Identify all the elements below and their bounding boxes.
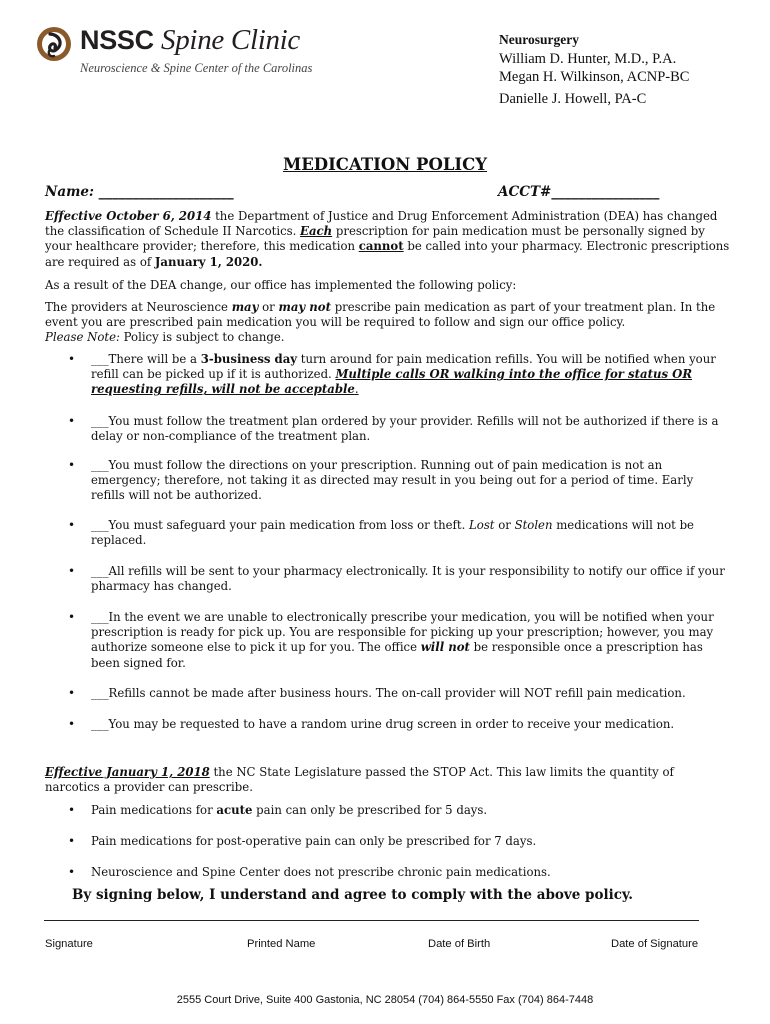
bullet-icon: • <box>68 564 76 578</box>
signature-heading: By signing below, I understand and agree to comply with the above policy. <box>72 887 633 903</box>
policy-item-treatment-plan[interactable]: ___You must follow the treatment plan ordered by your provider. Refills will not be authorized if there is a delay or non-compliance of the treatment plan. <box>91 414 719 444</box>
bullet-icon: • <box>68 610 76 624</box>
page-title: MEDICATION POLICY <box>282 155 488 174</box>
dea-paragraph: Effective October 6, 2014 the Department of Justice and Drug Enforcement Administration (DEA) has changed the classification of Schedule II Narcotics. Each prescription for pain medication must be personally signed by your healthcare provider; therefore, this medication cannot be called into your pharmacy. Electronic prescriptions are required as of January 1, 2020. <box>45 209 730 269</box>
policy-item-refill-turnaround[interactable]: ___There will be a 3-business day turn around for pain medication refills. You will be notified when your refill can be picked up if it is authorized. Multiple calls OR walking into the office for status OR requesting refills, will not be acceptable. <box>91 352 716 397</box>
stop-act-item-acute: Pain medications for acute pain can only be prescribed for 5 days. <box>91 803 488 817</box>
bullet-icon: • <box>68 414 76 428</box>
bullet-icon: • <box>68 458 76 472</box>
provider-name: William D. Hunter, M.D., P.A. <box>499 50 677 67</box>
date-of-signature-label: Date of Signature <box>611 938 699 950</box>
policy-intro-paragraph: As a result of the DEA change, our office has implemented the following policy: <box>45 278 517 292</box>
bullet-icon: • <box>68 803 76 817</box>
bullet-icon: • <box>68 717 76 731</box>
bullet-icon: • <box>68 352 76 366</box>
clinic-logo-tagline: Neuroscience & Spine Center of the Carolinas <box>80 61 313 75</box>
stop-act-paragraph: Effective January 1, 2018 the NC State Legislature passed the STOP Act. This law limits the quantity of narcotics a provider can prescribe. <box>45 765 674 795</box>
clinic-logo-name: NSSC Spine Clinic <box>80 24 300 56</box>
footer-address: 2555 Court Drive, Suite 400 Gastonia, NC 28054 (704) 864-5550 Fax (704) 864-7448 <box>176 994 594 1006</box>
policy-item-pickup[interactable]: ___In the event we are unable to electronically prescribe your medication, you will be notified when your prescription is ready for pick up. You are responsible for picking up your prescription; however, you may authorize someone else to pick it up for you. The office will not be responsible once a prescription has been signed for. <box>91 610 714 670</box>
stop-act-item-post-operative: Pain medications for post-operative pain can only be prescribed for 7 days. <box>91 834 537 848</box>
provider-name: Danielle J. Howell, PA-C <box>499 90 647 107</box>
policy-item-directions[interactable]: ___You must follow the directions on your prescription. Running out of pain medication is not an emergency; therefore, not taking it as directed may result in you being out for a period of time. Early refills will not be authorized. <box>91 458 694 503</box>
date-of-birth-label: Date of Birth <box>428 938 491 950</box>
department-name: Neurosurgery <box>499 32 579 47</box>
policy-item-electronic-refills[interactable]: ___All refills will be sent to your pharmacy electronically. It is your responsibility to notify our office if your pharmacy has changed. <box>91 564 725 594</box>
signature-label: Signature <box>45 938 93 950</box>
bullet-icon: • <box>68 686 76 700</box>
name-field[interactable]: Name: ____________________ <box>45 184 234 200</box>
policy-item-business-hours[interactable]: ___Refills cannot be made after business hours. The on-call provider will NOT refill pain medication. <box>91 686 686 700</box>
bullet-icon: • <box>68 834 76 848</box>
providers-paragraph: The providers at Neuroscience may or may not prescribe pain medication as part of your treatment plan. In the event you are prescribed pain medication you will be required to follow and sign our office policy. Please Note: Policy is subject to change. <box>45 300 716 345</box>
policy-item-drug-screen[interactable]: ___You may be requested to have a random urine drug screen in order to receive your medication. <box>91 717 675 731</box>
provider-block <box>499 31 689 108</box>
clinic-logo-icon <box>36 26 72 62</box>
stop-act-item-chronic: Neuroscience and Spine Center does not prescribe chronic pain medications. <box>91 865 551 879</box>
signature-line[interactable] <box>44 920 699 921</box>
policy-item-safeguard[interactable]: ___You must safeguard your pain medication from loss or theft. Lost or Stolen medications will not be replaced. <box>91 518 694 548</box>
printed-name-label: Printed Name <box>247 938 316 950</box>
bullet-icon: • <box>68 865 76 879</box>
bullet-icon: • <box>68 518 76 532</box>
provider-name: Megan H. Wilkinson, ACNP-BC <box>499 69 690 85</box>
account-number-field[interactable]: ACCT#________________ <box>498 184 660 200</box>
